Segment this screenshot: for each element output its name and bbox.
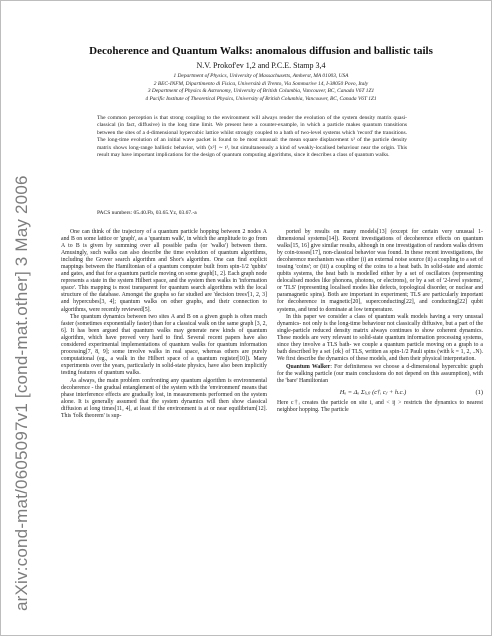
arxiv-identifier: arXiv:cond-mat/0605097v1 [cond-mat.other] 3 May 2006 — [12, 175, 31, 611]
author-list: N.V. Prokof'ev 1,2 and P.C.E. Stamp 3,4 — [196, 61, 326, 70]
paper-title: Decoherence and Quantum Walks: anomalous diffusion and ballistic tails — [89, 45, 433, 57]
section-paragraph — [277, 364, 483, 385]
affiliations — [61, 73, 461, 103]
paragraph: As always, the main problem confronting any quantum algorithm is environmental decoherence - the gradual entanglement of the system with the 'environment' means that phase interference effects are gradually lost, in measurements performed on the system alone. It is generally assumed that the system dynamics will then show classical diffusion at long times[11, 4], at least if the environment is at or near equilibrium[12]. This 'folk theorem' is sup- — [61, 377, 267, 420]
affiliation-1: 1 Department of Physics, University of Massachusetts, Amherst, MA 01003, USA — [173, 73, 349, 79]
equation-1 — [277, 389, 483, 396]
equation-number: (1) — [475, 389, 483, 397]
equation-body: Hₒ = Δₒ Σ₍ᵢⱼ₎ (c†ᵢ cⱼ + h.c.) — [339, 389, 407, 397]
affiliation-3: 3 Department of Physics & Astronomy, University of British Columbia, Vancouver, BC, Canada V6T 1Z1 — [147, 88, 375, 95]
left-column — [61, 229, 267, 420]
right-column — [277, 229, 483, 414]
affiliation-4: 4 Pacific Institute of Theoretical Physics, University of British Columbia, Vancouver, BC, Canada V6T 1Z1 — [145, 95, 377, 102]
paragraph: Here c†ᵢ creates the particle on site i, and < ij > restricts the dynamics to nearest neighbor hopping. The particle — [277, 400, 483, 414]
section-text: : For definiteness we choose a d-dimensional hypercubic graph for the walking particle (our main conclusions do not depend on this assumption), with the 'bare' Hamiltonian — [277, 363, 483, 384]
section-heading: Quantum Walker — [286, 363, 331, 370]
paragraph: In this paper we consider a class of quantum walk models having a very unusual dynamics- not only is the long-time behaviour not classically diffusive, but a part of the single-particle reduced density matrix always continues to show coherent dynamics. These models are very relevant to solid-state quantum information processing systems, since they involve a TLS bath- we couple a quantum particle moving on a graph to a bath described by a set {σk} of TLS, written as spin-1/2 Pauli spins (with k = 1, 2, ..N). We first describe the dynamics of these models, and then their physical interpretation. — [277, 314, 483, 363]
paragraph: The quantum dynamics between two sites A and B on a given graph is often much faster (sometimes exponentially faster) than for a classical walk on the same graph [3, 2, 6]. It has been argued that quantum walks may generate new kinds of quantum algorithm, which have proved very hard to find. Several recent papers have also considered experimental implementations of quantum walks for quantum information processing[7, 8, 9]; some involve walks in real space, whereas others are purely computational (eg., a walk in the Hilbert space of a quantum register[10]). Many experiments over the years, particularly in solid-state physics, have also been implicitly testing features of quantum walks. — [61, 314, 267, 377]
paragraph: One can think of the trajectory of a quantum particle hopping between 2 nodes A and B on some lattice or 'graph', as a 'quantum walk', in which the amplitude to go from A to B is given by summing over all possible paths (or 'walks') between them. Amusingly, such walks can also describe the time evolution of quantum algorithms, including the Grover search algorithm and Shor's algorithm. One can find explicit mappings between the Hamiltonian of a quantum computer built from spin-1/2 'qubits' and gates, and that for a quantum particle moving on some graph[1, 2]. Each graph node represents a state in the system Hilbert space, and the system then walks in 'information space'. This mapping is most transparent for quantum search algorithms with the local structure of the database. Amongst the graphs so far studied are 'decision trees'[1, 2, 3] and hypercubes[3, 4]; quantum walks on other graphs, and their connection to algorithms, were recently reviewed[5]. — [61, 229, 267, 313]
paragraph: ported by results on many models[13] (except for certain very unusual 1-dimensional systems[14]). Recent investigations of decoherence effects on quantum walks[15, 16] give similar results, although in one investigation of random walks driven by coin-tosses[17], non-classical behavior was found. In these recent investigations, the decoherence mechanism was either (i) an external noise source (ii) a coupling to a set of tossing 'coins'; or (iii) a coupling of the coins to a heat bath. In solid-state and atomic qubits systems, the heat bath is modelled either by a set of oscillators (representing delocalised modes like phonons, photons, or electrons), or by a set of '2-level systems', or 'TLS' (representing localised modes like defects, topological disorder, or nuclear and paramagnetic spins). Both are important in experiment; TLS are particularly important for decoherence in magnetic[20], superconducting[22], and conducting[22] qubit systems, and tend to dominate at low temperature. — [277, 229, 483, 313]
abstract: The common perception is that strong coupling to the environment will always render the evolution of the system density matrix quasi-classical (in fact, diffusive) in the long time limit. We present here a counter-example, in which a particle makes quantum transitions between the sites of a d-dimensional hypercubic lattice whilst strongly coupled to a bath of two-level systems which 'record' the transitions. The long-time evolution of an initial wave packet is found to be most unusual: the mean square displacement x² of the particle density matrix shows long-range ballistic behavior, with ⟨x²⟩ ∼ t², but simultaneously a kind of weakly-localised behaviour near the origin. This result may have important implications for the design of quantum computing algorithms, since it describes a class of quantum walks. — [97, 115, 407, 159]
pacs-numbers: PACS numbers: 05.40.Fb, 03.65.Yz, 03.67.-a — [97, 210, 197, 216]
affiliation-2: 2 BEC-INFM, Dipartimento di Fisica, Università di Trento, Via Sommarive 14, I-38050 Povo, Italy — [153, 80, 369, 87]
